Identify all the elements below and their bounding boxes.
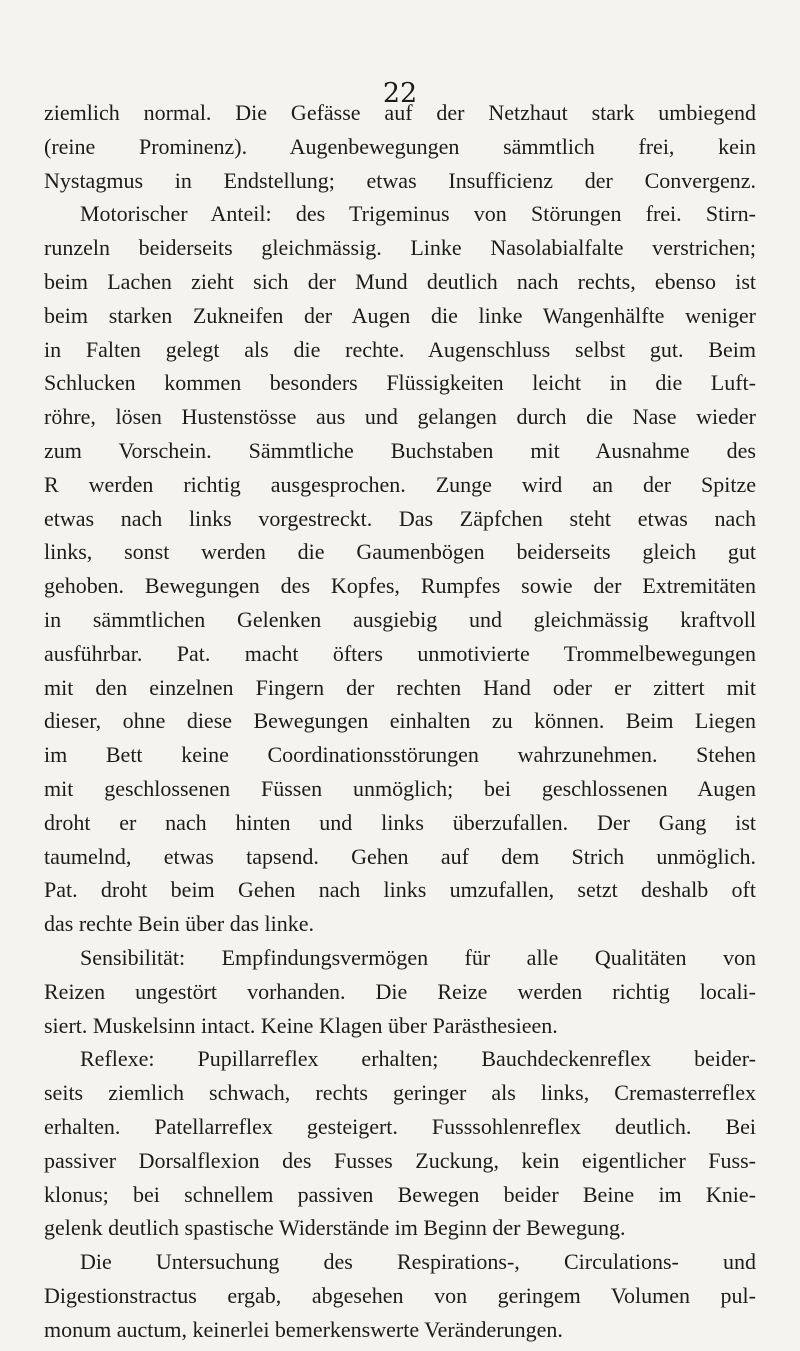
text-line: runzeln beiderseits gleichmässig. Linke Nasolabialfalte verstrichen; (44, 235, 756, 261)
text-line: röhre, lösen Hustenstösse aus und gelangen durch die Nase wieder (44, 404, 756, 430)
text-line: erhalten. Patellarreflex gesteigert. Fusssohlenreflex deutlich. Bei (44, 1113, 756, 1139)
text-line: Pat. droht beim Gehen nach links umzufallen, setzt deshalb oft (44, 877, 756, 903)
text-line: Sensibilität: Empfindungsvermögen für alle Qualitäten von (80, 944, 756, 970)
text-line: ziemlich normal. Die Gefässe auf der Netzhaut stark umbiegend (44, 100, 756, 125)
text-line: links, sonst werden die Gaumenbögen beiderseits gleich gut (44, 539, 756, 565)
text-line: Digestionstractus ergab, abgesehen von geringem Volumen pul- (44, 1282, 756, 1308)
text-line: mit geschlossenen Füssen unmöglich; bei geschlossenen Augen (44, 775, 756, 801)
text-line: (reine Prominenz). Augenbewegungen sämmtlich frei, kein (44, 133, 756, 159)
text-line: Die Untersuchung des Respirations-, Circulations- und (80, 1249, 756, 1275)
text-line: Motorischer Anteil: des Trigeminus von Störungen frei. Stirn- (80, 201, 756, 227)
body-text (44, 96, 756, 1346)
text-line: etwas nach links vorgestreckt. Das Zäpfchen steht etwas nach (44, 505, 756, 531)
text-line: in sämmtlichen Gelenken ausgiebig und gleichmässig kraftvoll (44, 606, 756, 632)
text-line: in Falten gelegt als die rechte. Augenschluss selbst gut. Beim (44, 336, 756, 362)
text-line: seits ziemlich schwach, rechts geringer als links, Cremasterreflex (44, 1080, 756, 1106)
text-line: Schlucken kommen besonders Flüssigkeiten leicht in die Luft- (44, 370, 756, 396)
text-line: im Bett keine Coordinationsstörungen wahrzunehmen. Stehen (44, 742, 756, 768)
text-line: gelenk deutlich spastische Widerstände im Beginn der Bewegung. (44, 1215, 626, 1241)
text-line: monum auctum, keinerlei bemerkenswerte Veränderungen. (44, 1316, 563, 1342)
text-line: droht er nach hinten und links überzufallen. Der Gang ist (44, 809, 756, 835)
text-line: taumelnd, etwas tapsend. Gehen auf dem Strich unmöglich. (44, 843, 756, 869)
text-line: Reizen ungestört vorhanden. Die Reize werden richtig locali- (44, 978, 756, 1004)
text-line: beim Lachen zieht sich der Mund deutlich nach rechts, ebenso ist (44, 268, 756, 294)
text-line: beim starken Zukneifen der Augen die linke Wangenhälfte weniger (44, 302, 756, 328)
text-line: ausführbar. Pat. macht öfters unmotivierte Trommelbewegungen (44, 640, 756, 666)
text-line: gehoben. Bewegungen des Kopfes, Rumpfes sowie der Extremitäten (44, 573, 756, 599)
text-line: passiver Dorsalflexion des Fusses Zuckung, kein eigentlicher Fuss- (44, 1147, 756, 1173)
page-number: 22 (382, 78, 418, 109)
text-line: klonus; bei schnellem passiven Bewegen beider Beine im Knie- (44, 1181, 756, 1207)
text-line: zum Vorschein. Sämmtliche Buchstaben mit Ausnahme des (44, 437, 756, 463)
text-line: siert. Muskelsinn intact. Keine Klagen über Parästhesieen. (44, 1012, 558, 1038)
text-line: das rechte Bein über das linke. (44, 911, 315, 937)
text-line: dieser, ohne diese Bewegungen einhalten zu können. Beim Liegen (44, 708, 756, 734)
text-line: mit den einzelnen Fingern der rechten Hand oder er zittert mit (44, 674, 756, 700)
text-line: Nystagmus in Endstellung; etwas Insufficienz der Convergenz. (44, 167, 756, 193)
text-line: R werden richtig ausgesprochen. Zunge wird an der Spitze (44, 471, 756, 497)
text-line: Reflexe: Pupillarreflex erhalten; Bauchdeckenreflex beider- (80, 1046, 756, 1072)
